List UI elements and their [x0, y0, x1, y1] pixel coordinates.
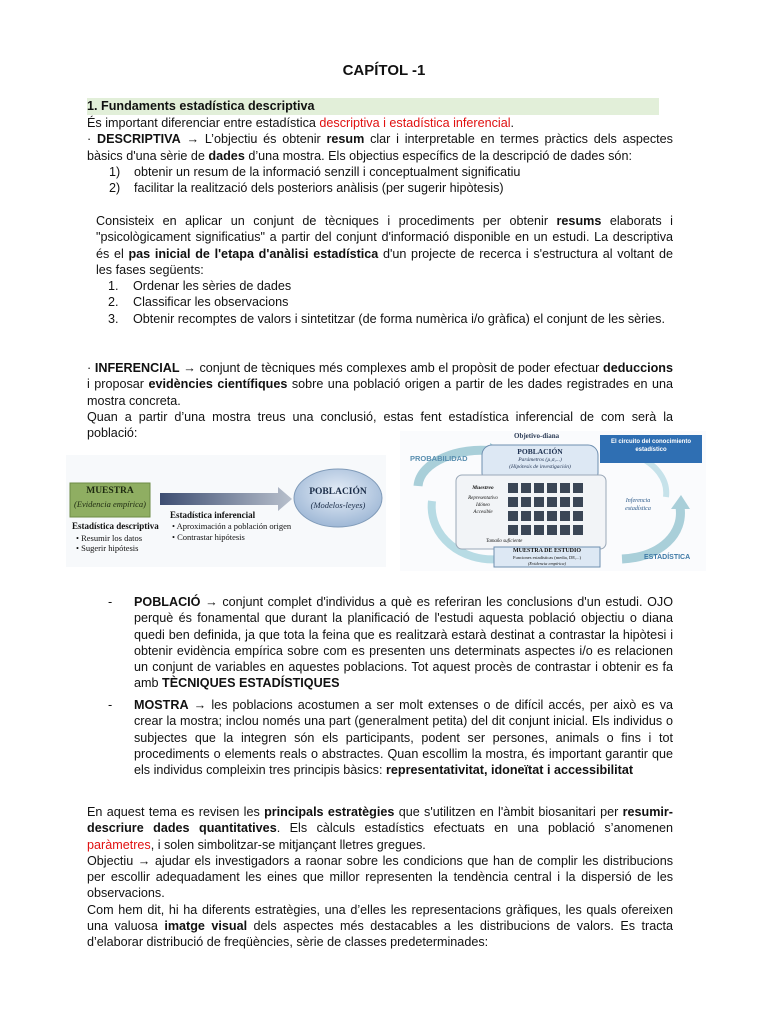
inference-explanation: Quan a partir d’una mostra treus una conclusió, estas fent estadística inferencial de com serà la població: — [87, 409, 673, 441]
inferencia-label: Inferencia estadística — [625, 498, 651, 512]
poblacion-label: POBLACIÓN — [517, 447, 563, 456]
section-intro — [87, 115, 673, 196]
hipotesis-label: (Hipótesis de investigación) — [509, 464, 571, 470]
list-item: 2) facilitar la realització dels posteriors anàlisis (per sugerir hipòtesis) — [109, 181, 504, 196]
muestreo-item: Accesible — [473, 510, 493, 515]
mostra-item: - MOSTRA → les poblacions acostumen a ser molt extenses o de difícil accés, per això es va crear la mostra; inclou només una part (generalment petita) del dit conjunt inicial. Els individus o subjectes que la integren són els participants, podent ser persones, animals o fins i tot procediments o elements reals o abstractes. Quan escollim la mostra, és important garantir que els individus compleixin tres principis bàsics: representativitat, idoneïtat i accessibilitat — [108, 698, 673, 778]
descriptiva-paragraph: · DESCRIPTIVA → L’objectiu és obtenir resum clar i interpretable en termes pràctics dels aspectes bàsics d'una sèrie de dades d’una mostra. Els objectius específics de la descripció de dades són: — [87, 132, 673, 163]
inferential-item: • Aproximación a población origen — [172, 521, 292, 531]
section-heading: 1. Fundaments estadística descriptiva — [87, 98, 659, 115]
tamano-label: Tamaño suficiente — [486, 539, 523, 544]
phases-list — [108, 278, 673, 327]
muestra-poblacion-diagram — [66, 455, 386, 567]
muestra-subtitle: (Evidencia empírica) — [74, 499, 146, 509]
muestra-label: MUESTRA DE ESTUDIO — [512, 548, 581, 554]
knowledge-circuit-diagram — [400, 431, 706, 571]
descriptive-item: • Resumir los datos — [76, 533, 143, 543]
statistics-arrow — [622, 507, 680, 559]
estadistica-label: ESTADÍSTICA — [644, 554, 691, 561]
closing-paragraph: En aquest tema es revisen les principals estratègies que s'utilitzen en l'àmbit biosanitari per resumir-descriure dades quantitatives. Els càlculs estadístics efectuats en una població s’anomenen paràmetres, i solen simbolitzar-se mitjançant lletres gregues. — [87, 805, 673, 852]
descriptive-title: Estadística descriptiva — [72, 521, 159, 531]
intro-highlight: descriptiva i estadística inferencial — [319, 116, 511, 130]
muestra-title: MUESTRA — [86, 486, 134, 496]
intro-line: És important diferenciar entre estadística descriptiva i estadística inferencial. — [87, 116, 515, 130]
objetivo-label: Objetivo-diana — [514, 432, 560, 440]
inferential-item: • Contrastar hipótesis — [172, 532, 245, 542]
consisteix-paragraph: Consisteix en aplicar un conjunt de tècniques i procediments per obtenir resums elaborats i "psicològicament significatius" a partir del conjunt d'informació disponible en un estudi. La descriptiva és el pas inicial de l'etapa d'anàlisi estadística d'un projecte de recerca i s'estructura al voltant de les fases següents: 1. Ordenar les sèries de dades 2. Classificar les observacions 3. Obtenir recomptes de valors i sintetitzar (de forma numèrica i/o gràfica) el conjunt de les sèries. — [96, 214, 673, 326]
closing-section — [87, 804, 673, 951]
descriptive-item: • Sugerir hipótesis — [76, 543, 139, 553]
objective-paragraph: Objectiu → ajudar els investigadors a raonar sobre les condicions que han de complir les distribucions per escollir adequadament les eines que millor representen la tendència central i la dispersió de les observacions. — [87, 853, 673, 901]
poblacion-title: POBLACIÓN — [309, 487, 367, 497]
muestreo-item: Idóneo — [476, 503, 490, 508]
list-item: 1. Ordenar les sèries de dades — [108, 279, 292, 294]
strategies-paragraph: Com hem dit, hi ha diferents estratègies, una d’elles les representacions gràfiques, les quals ofereixen una valuosa imatge visual dels aspectes més destacables a les distribucions de valors. Es tracta d’elaborar distribució de freqüències, sèrie de classes predeterminades: — [87, 902, 673, 950]
evidencia-label: (Evidencia empírica) — [527, 561, 567, 566]
inferential-title: Estadística inferencial — [170, 510, 256, 520]
poblacion-oval — [294, 469, 382, 527]
page-title: CAPÍTOL -1 — [342, 62, 426, 79]
muestreo-item: Representativo — [468, 496, 498, 501]
muestreo-label: Muestreo — [472, 485, 494, 491]
poblacion-subtitle: (Modelos-leyes) — [310, 500, 366, 510]
inferencial-paragraph: · INFERENCIAL → conjunt de tècniques més complexes amb el propòsit de poder efectuar deduccions i proposar evidències científiques sobre una població origen a partir de les dades registrades en una mostra concreta. Quan a partir d’una mostra treus una conclusió, estas fent estadística inferencial de com serà la població: — [87, 361, 673, 441]
inference-arrow — [160, 487, 292, 511]
goals-list — [109, 164, 673, 197]
funciones-label: Funciones estadísticas (media, DE,...) — [513, 555, 581, 560]
list-item: 2. Classificar les observacions — [108, 295, 289, 310]
parametros-label: Parámetros (µ,σ,...) — [518, 457, 562, 463]
poblacio-item: - POBLACIÓ → conjunt complet d'individus a què es referiran les conclusions d'un estudi. OJO perquè és fonamental que durant la planificació de l'estudi aquesta població objectiu o diana quedi ben definida, ja que tota la feina que es realitzarà estarà destinat a contrastar la hipòtesi i obtenir evidència empírica sobre com es presenten uns determinats aspectes i/o es relacionen un conjunt de variables en aquestes poblacions. Tot aquest procès de contrastar i obtenir es fa amb TÈCNIQUES ESTADÍSTIQUES — [108, 595, 673, 691]
list-item: 1) obtenir un resum de la informació senzill i conceptualment significatiu — [109, 164, 521, 179]
circuit-label: El circuito del conocimiento estadístico — [610, 439, 691, 453]
probabilidad-label: PROBABILIDAD — [410, 454, 468, 463]
list-item: 3. Obtenir recomptes de valors i sintetitzar (de forma numèrica i/o gràfica) el conjunt de les sèries. — [108, 311, 665, 326]
